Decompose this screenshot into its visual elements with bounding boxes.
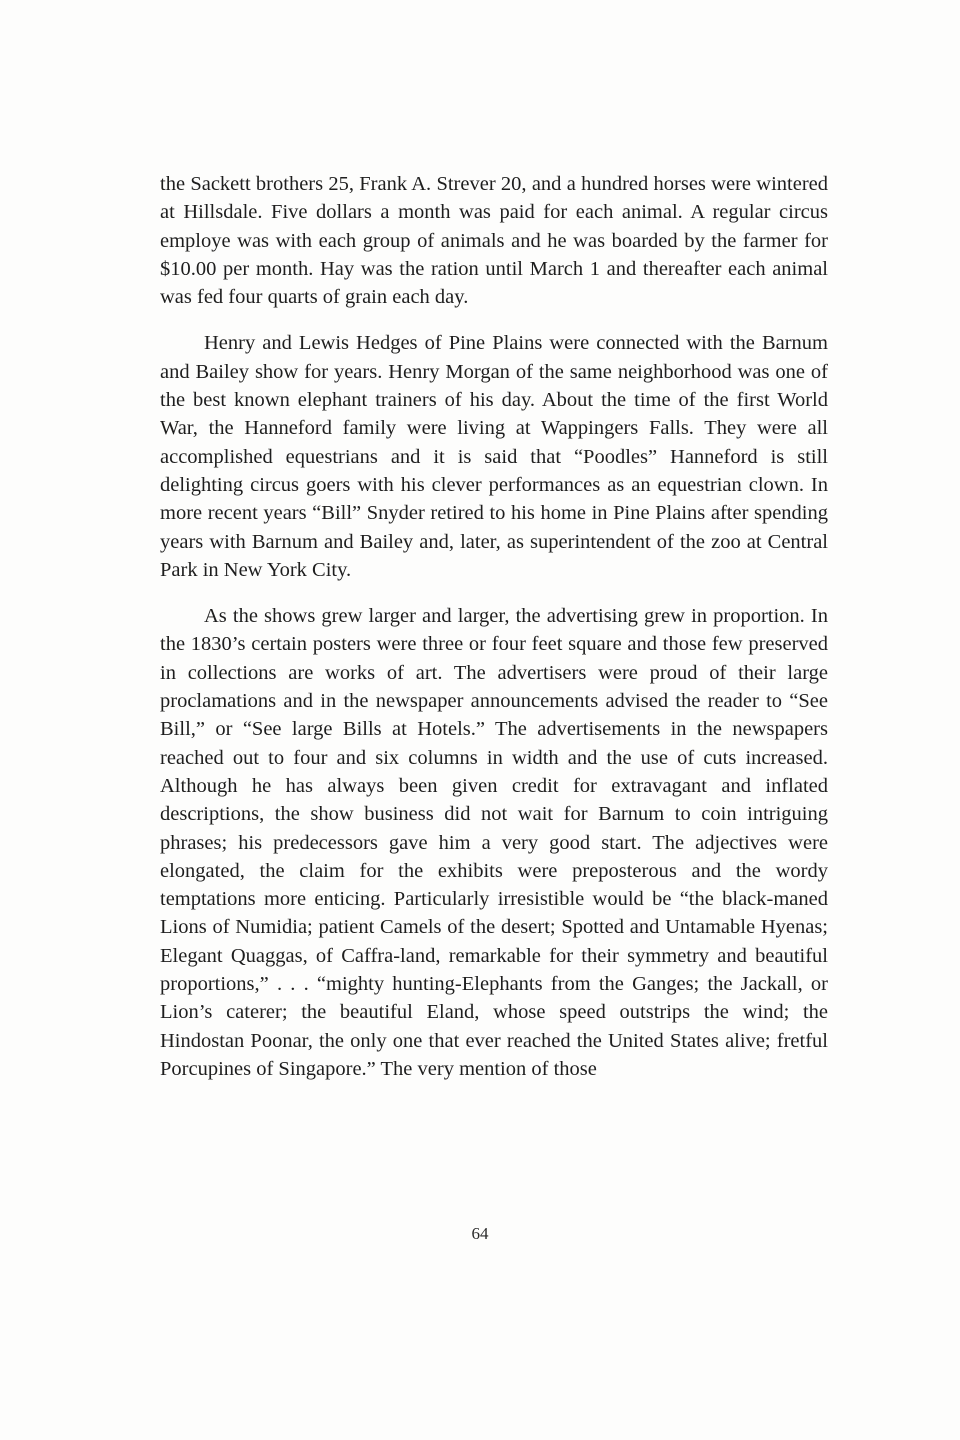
body-text: [160, 170, 828, 1101]
paragraph-3: As the shows grew larger and larger, the advertising grew in proportion. In the 1830’s certain posters were three or four feet square and those few preserved in collections are works of art. The advertisers were proud of their large proclamations and in the newspaper announcements advised the reader to “See Bill,” or “See large Bills at Hotels.” The advertisements in the newspapers reached out to four and six columns in width and the use of cuts increased. Although he has always been given credit for extravagant and inflated descriptions, the show business did not wait for Barnum to coin intriguing phrases; his predecessors gave him a very good start. The adjectives were elongated, the claim for the exhibits were preposterous and the wordy temptations more enticing. Particularly irresistible would be “the black-maned Lions of Numidia; patient Camels of the desert; Spotted and Untamable Hyenas; Elegant Quaggas, of Caffra-land, remarkable for their symmetry and beautiful proportions,” . . . “mighty hunting-Elephants from the Ganges; the Jackall, or Lion’s caterer; the beautiful Eland, whose speed outstrips the wind; the Hindostan Poonar, the only one that ever reached the United States alive; fretful Porcupines of Singapore.” The very mention of those: [160, 605, 828, 1080]
paragraph-1: the Sackett brothers 25, Frank A. Strever 20, and a hundred horses were wintered at Hillsdale. Five dollars a month was paid for each animal. A regular circus employe was with each group of animals and he was boarded by the farmer for $10.00 per month. Hay was the ration until March 1 and thereafter each animal was fed four quarts of grain each day.: [160, 173, 828, 309]
page-number: 64: [471, 1224, 489, 1243]
paragraph-2: Henry and Lewis Hedges of Pine Plains were connected with the Barnum and Bailey show for years. Henry Morgan of the same neighborhood was one of the best known elephant trainers of his day. About the time of the first World War, the Hanneford family were living at Wappingers Falls. They were all accomplished equestrians and it is said that “Poodles” Hanneford is still delighting circus goers with his clever performances as an equestrian clown. In more recent years “Bill” Snyder retired to his home in Pine Plains after spending years with Barnum and Bailey and, later, as superintendent of the zoo at Central Park in New York City.: [160, 332, 828, 581]
